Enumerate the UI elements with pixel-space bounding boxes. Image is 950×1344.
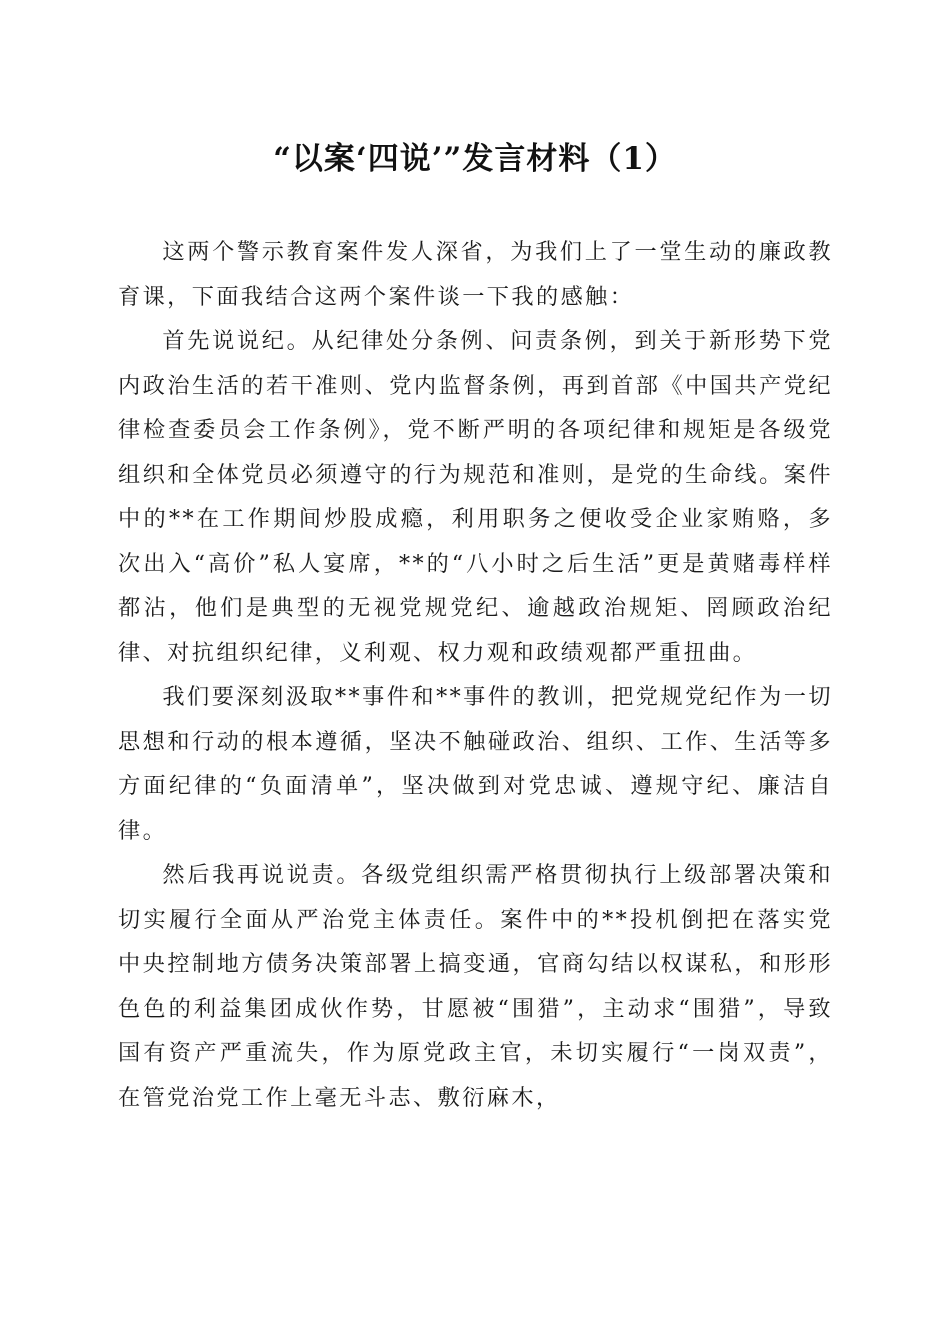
document-title: “以案‘四说’”发言材料（1） [273,141,677,177]
paragraph-responsibility: 然后我再说说责。各级党组织需严格贯彻执行上级部署决策和切实履行全面从严治党主体责任。案件中的**投机倒把在落实党中央控制地方债务决策部署上搞变通，官商勾结以权谋私，和形形色色的利益集团成伙作势，甘愿被“围猎”，主动求“围猎”，导致国有资产严重流失，作为原党政主官，未切实履行“一岗双责”，在管党治党工作上毫无斗志、敷衍麻木， [118,862,833,1111]
paragraph-intro: 这两个警示教育案件发人深省，为我们上了一堂生动的廉政教育课，下面我结合这两个案件谈一下我的感触： [118,239,833,310]
document-body [118,230,833,1120]
paragraph-lessons: 我们要深刻汲取**事件和**事件的教训，把党规党纪作为一切思想和行动的根本遵循，坚决不触碰政治、组织、工作、生活等多方面纪律的“负面清单”，坚决做到对党忠诚、遵规守纪、廉洁自律。 [118,684,833,844]
paragraph-discipline: 首先说说纪。从纪律处分条例、问责条例，到关于新形势下党内政治生活的若干准则、党内监督条例，再到首部《中国共产党纪律检查委员会工作条例》，党不断严明的各项纪律和规矩是各级党组织和全体党员必须遵守的行为规范和准则，是党的生命线。案件中的**在工作期间炒股成瘾，利用职务之便收受企业家贿赂，多次出入“高价”私人宴席，**的“八小时之后生活”更是黄赌毒样样都沾，他们是典型的无视党规党纪、逾越政治规矩、罔顾政治纪律、对抗组织纪律，义利观、权力观和政绩观都严重扭曲。 [118,328,833,666]
